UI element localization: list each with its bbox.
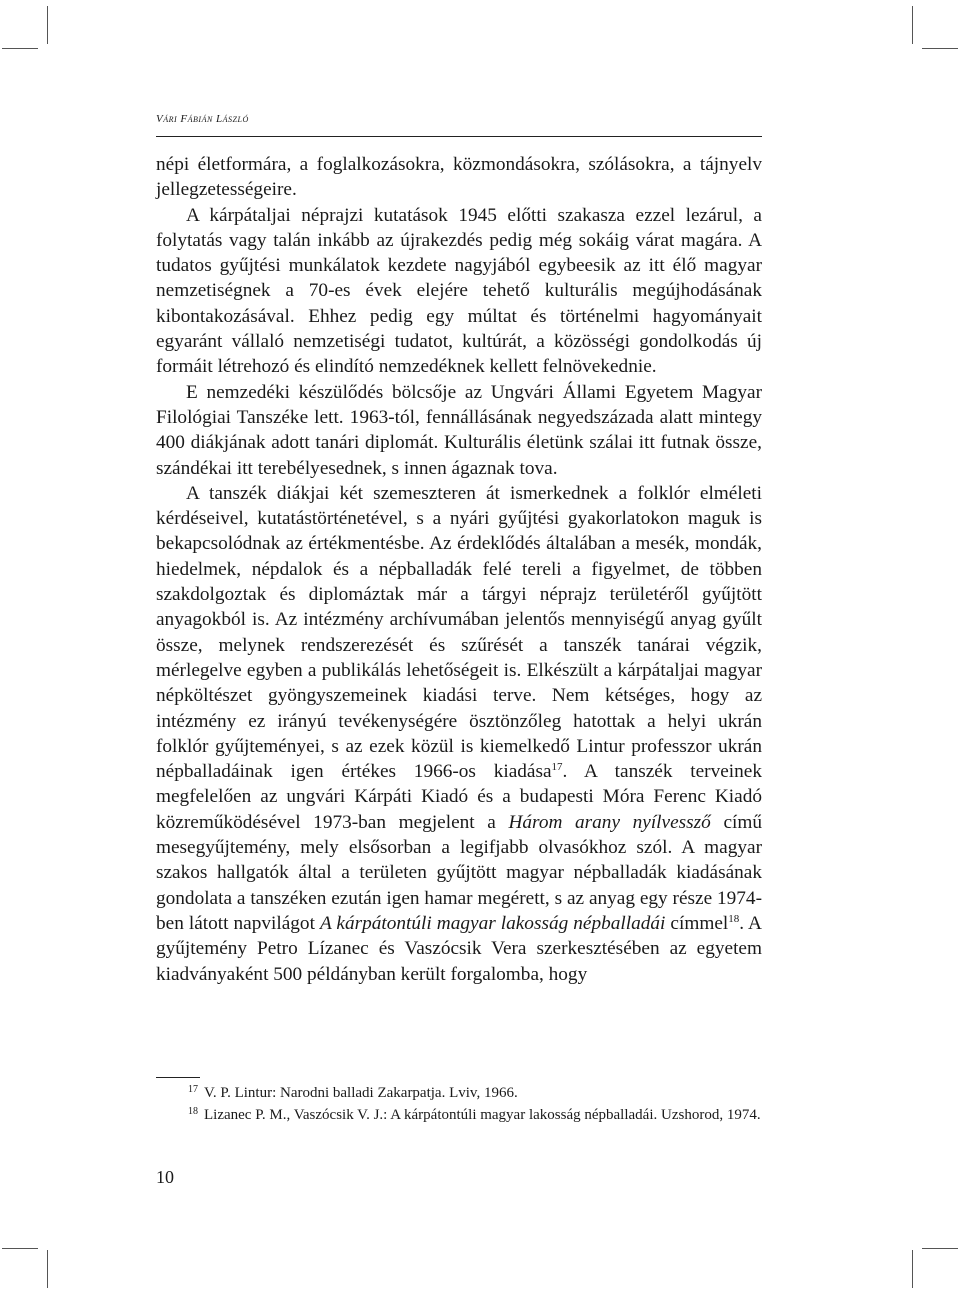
- footnote-text: Lizanec P. M., Vaszócsik V. J.: A kárpátontúli magyar lakosság népballadái. Uzshorod, 1974.: [204, 1107, 761, 1123]
- page-number: 10: [156, 1167, 174, 1187]
- footnote-text: V. P. Lintur: Narodni balladi Zakarpatja. Lviv, 1966.: [204, 1085, 518, 1101]
- paragraph: [156, 481, 762, 987]
- running-head: Vári Fábián László: [156, 113, 249, 125]
- footnote: [156, 1104, 762, 1126]
- crop-mark: [47, 1250, 48, 1288]
- text-run: címmel: [665, 912, 729, 934]
- header-rule: [156, 136, 762, 137]
- crop-mark: [922, 1248, 958, 1249]
- footnote-ref: 17: [551, 761, 563, 774]
- text-run: . A tanszék terveinek megfelelően az ungvári Kárpáti Kiadó és a budapesti Móra Ferenc Kiadó közreműködésével 1973-ban megjelent a: [156, 761, 762, 833]
- text-run: című mesegyűjtemény, mely elsősorban a legifjabb olvasókhoz szól. A magyar szakos hallgatók által a területen gyűjtött magyar népballadák kiadásának gondolata a tanszéken ezután igen hamar megérett, s az anyag egy része 1974-ben látott napvilágot: [156, 811, 762, 934]
- footnote-number: 18: [188, 1106, 198, 1117]
- footnote-number: 17: [188, 1084, 198, 1095]
- paragraph: népi életformára, a foglalkozásokra, közmondásokra, szólásokra, a tájnyelv jellegzetességeire.: [156, 154, 762, 201]
- crop-mark: [912, 1250, 913, 1288]
- footnote-rule: [156, 1077, 200, 1078]
- body-text: [156, 152, 762, 987]
- crop-mark: [922, 48, 958, 49]
- crop-mark: [912, 6, 913, 44]
- crop-mark: [47, 6, 48, 44]
- footnote: [156, 1082, 762, 1104]
- paragraph: E nemzedéki készülődés bölcsője az Ungvári Állami Egyetem Magyar Filológiai Tanszéke lett. 1963-tól, fennállásának negyedszázada alatt mintegy 400 diákjának adott tanári diplomát. Kulturális életünk szálai itt futnak össze, szándékai itt terebélyesednek, s innen ágaznak tova.: [156, 381, 762, 479]
- paragraph: A kárpátaljai néprajzi kutatások 1945 előtti szakasza ezzel lezárul, a folytatás vagy talán inkább az újrakezdés pedig még sokáig várat magára. A tudatos gyűjtési munkálatok kezdete nagyjából egybeesik az itt élő magyar nemzetiségnek a 70-es évek elejére tehető kulturális megújhodásának kibontakozásával. Ehhez pedig egy múltat és történelmi hagyományait egyaránt vállaló nemzetiségi tudatot, kultúrát, a közösségi gondolkodás új formáit létrehozó és elindító nemzedéknek kellett felnövekednie.: [156, 204, 762, 378]
- book-title: Három arany nyílvessző: [508, 811, 711, 833]
- footnotes: [156, 1082, 762, 1126]
- book-title: A kárpátontúli magyar lakosság népballadái: [319, 912, 666, 934]
- footnote-ref: 18: [728, 912, 740, 925]
- crop-mark: [2, 48, 38, 49]
- text-run: . A gyűjtemény Petro Lízanec és Vaszócsik Vera szerkesztésében az egyetem kiadványaként 500 példányban került forgalomba, hogy: [156, 912, 762, 985]
- text-run: A tanszék diákjai két szemeszteren át ismerkednek a folklór elméleti kérdéseivel, kutatástörténetével, s a nyári gyűjtési gyakorlatokon maguk is bekapcsolódnak az értékmentésbe. Az érdeklődés általában a mesék, mondák, hiedelmek, népdalok és a népballadák felé tereli a figyelmet, de többen szakdolgoztak és diplomáztak már a tárgyi néprajz területéről gyűjtött anyagokból is. Az intézmény archívumában jelentős mennyiségű anyag gyűlt össze, melynek rendszerezését és szűrését a tanszék tanárai végzik, mérlegelve egyben a publikálás lehetőségeit is. Elkészült a kárpátaljai magyar népköltészet gyöngyszemeinek kiadási terve. Nem kétséges, hogy az intézmény ez irányú tevékenységére ösztönzőleg hatottak a helyi ukrán folklór gyűjteményei, s az ezek közül is kiemelkedő Lintur professzor ukrán népballadáinak igen értékes 1966-os kiadása: [156, 482, 762, 783]
- crop-mark: [2, 1248, 38, 1249]
